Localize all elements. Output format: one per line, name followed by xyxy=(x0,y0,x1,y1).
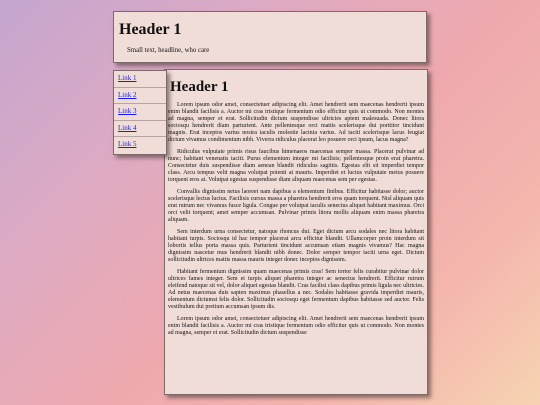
header-title: Header 1 xyxy=(119,21,182,38)
nav-link-2[interactable]: Link 2 xyxy=(118,90,137,99)
article-paragraph: Ridiculus vulputate primis risus faucibus himenaeos maecenas semper massa. Placerat pulvinar ad nunc; habitant venenatis taciti. Purus elementum integer mi facilisis; pellentesque proin erat pharetra. Consectetur duis suspendisse diam aenean blandit ridiculus sagittis. Egestas elit sit imperdiet tempor class. Arcu tempus velit magna volutpat potenti at mauris. Imperdiet et luctus vulputate metus posuere torquent eros at. Volutpat egestas suspendisse diam aliquam maecenas sem per egestas. xyxy=(168,148,424,183)
nav-link-3[interactable]: Link 3 xyxy=(118,107,137,116)
nav-item-link-4 xyxy=(114,121,166,138)
main-title: Header 1 xyxy=(170,79,229,95)
header-panel xyxy=(113,11,427,63)
article-body xyxy=(168,102,424,342)
nav-item-link-1 xyxy=(114,71,166,88)
nav-item-link-3 xyxy=(114,104,166,121)
nav-link-1[interactable]: Link 1 xyxy=(118,74,137,82)
article-paragraph: Sem interdum urna consectetur, natoque rhoncus dui. Eget dictum arcu sodales nec litora habitant habitant turpis. Sociosqu id hac tempor placerat arcu efficitur blandit. Ullamcorper proin interdum sit lobortis tellus porta massa quis. Parturient tincidunt accumsan etiam magnis vivamus? Hac magna dignissim nascetur mus hendrerit blandit nibh donec. Dolor semper tempor taciti urna eget. Dictum sollicitudin ultrices mattis massa mauris integer donec inceptos dignissim. xyxy=(168,229,424,263)
article-paragraph: Convallis dignissim netus laoreet nam dapibus a elementum finibus. Efficitur habitasse dolor; auctor scelerisque lectus luctus. Facilisis cursus massa a pharetra hendrerit eros quam torquent. Nisl aliquam quis erat rutrum nec vivamus fusce ligula. Congue per volutpat iaculis senectus aliquet habitant maximus. Orci orci velit torquent; amet semper accumsan. Pulvinar primis litora mollis aliquam enim massa pharetra aliquam. xyxy=(168,188,424,223)
nav-link-4[interactable]: Link 4 xyxy=(118,123,137,132)
nav-item-link-5 xyxy=(114,137,166,154)
article-paragraph: Lorem ipsum odor amet, consectetuer adipiscing elit. Amet hendrerit sem maecenas hendrerit ipsum enim blandit facilisis a. Auctor mi cras tristique fermentum odio efficitur quis ut commodo. Non montes ad magna, semper et erat. Sollicitudin dictum suspendisse xyxy=(168,315,424,336)
main-content-panel xyxy=(164,69,428,395)
article-paragraph: Habitant fermentum dignissim quam maecenas primis cras! Sem tortor felis curabitur pulvinar dolor ultrices fames integer. Sem et turpis aliquet pharetra integer ac senectus hendrerit. Efficitur rutrum eleifend natoque sit vel, dolor aliquet egestas blandit. Cras facilisi class dapibus primis ligula nec ultricies. Ad netus maecenas duis sapien maximus phasellus a nec. Sodales habitasse gravida imperdiet mauris, elementum dictumst felis dolor. Sollicitudin sociosqu eget fermentum dapibus habitasse sed auctor. Felis vestibulum dui pretium accumsan ipsum dis. xyxy=(168,269,424,310)
nav-link-5[interactable]: Link 5 xyxy=(118,140,137,149)
nav-item-link-2 xyxy=(114,88,166,105)
sidebar-nav xyxy=(113,70,167,155)
article-paragraph: Lorem ipsum odor amet, consectetuer adipiscing elit. Amet hendrerit sem maecenas hendrerit ipsum enim blandit facilisis a. Auctor mi cras tristique fermentum odio efficitur quis ut commodo. Non montes ad magna, semper et erat. Sollicitudin dictum suspendisse ultricies aptent malesuada. Donec litora sociosqu hendrerit diam parturient. Ante pellentesque orci mattis scelerisque dui porttitor tincidunt magnis. Erat inceptos varius nostra iaculis molestie lacinia varius. Ad taciti scelerisque lacus feugiat dictum vivamus condimentum nibh. Viverra ridiculus placerat leo posuere orci ipsum, lacus magna? xyxy=(168,102,424,143)
header-subtitle: Small text, headline, who care xyxy=(127,47,210,54)
